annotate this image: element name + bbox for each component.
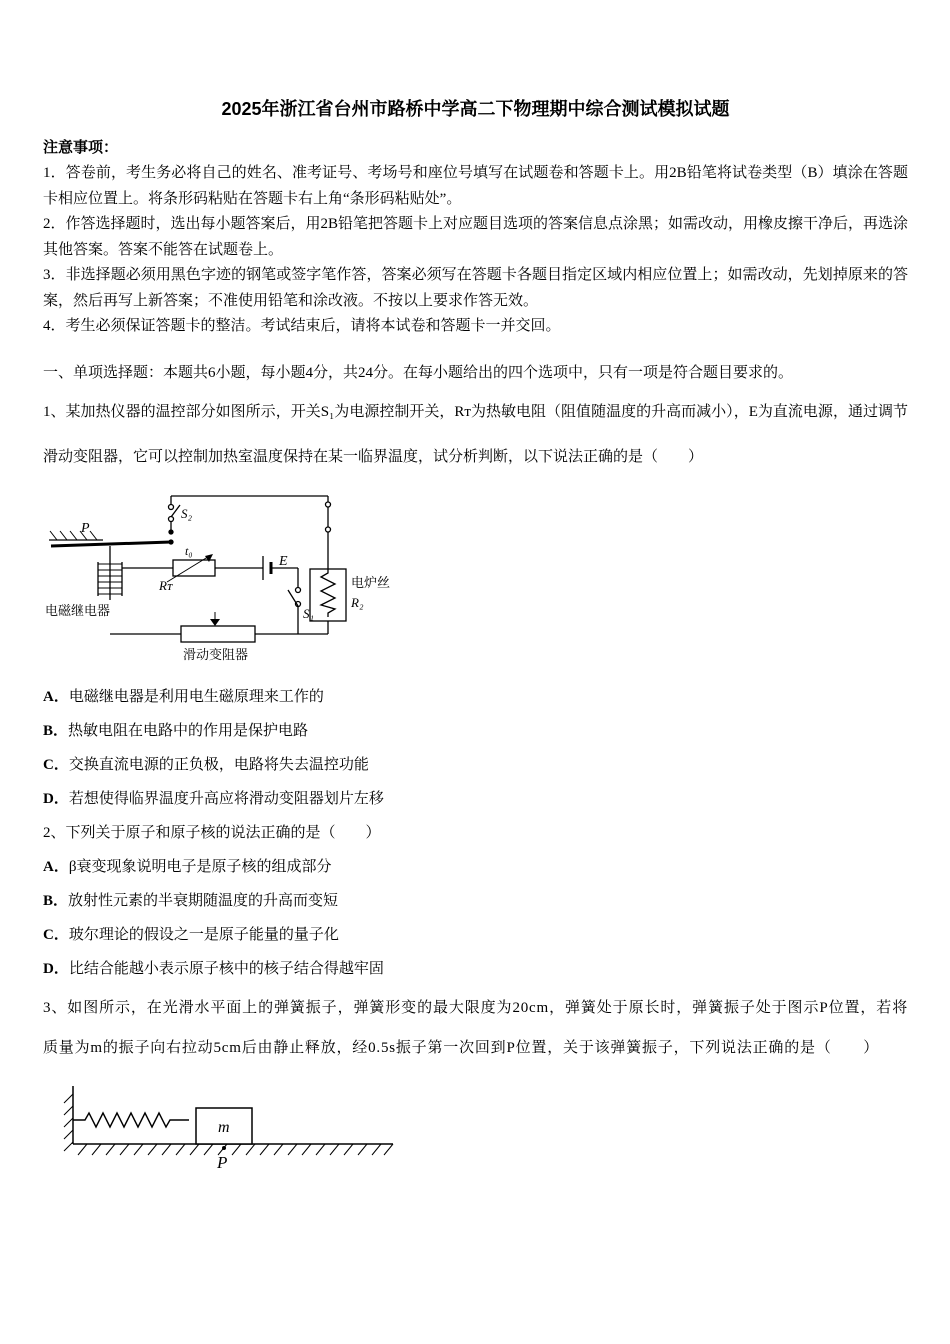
notice-header: 注意事项：	[43, 140, 119, 156]
label-s1: S₁	[303, 605, 315, 621]
label-e: E	[279, 553, 288, 569]
q2-option-c	[43, 918, 908, 952]
q1-option-a-label: A．	[43, 688, 69, 705]
notice-item-2: 2．作答选择题时，选出每小题答案后，用2B铅笔把答题卡上对应题目选项的答案信息点涂黑；如需改动，用橡皮擦干净后，再选涂其他答案。答案不能答在试题卷上。	[43, 216, 909, 258]
spring-oscillator-figure	[61, 1082, 908, 1172]
q2-option-d-label: D．	[43, 960, 69, 977]
notice-section	[43, 136, 908, 340]
ground-hatch	[78, 1144, 393, 1155]
label-p-point: P	[217, 1152, 228, 1172]
s2-terminal-upper	[169, 504, 174, 509]
q2-option-d	[43, 952, 908, 986]
relay-support-hatch	[50, 531, 97, 540]
heater-resistor-zigzag	[321, 569, 335, 617]
notice-item-4: 4．考生必须保证答题卡的整洁。考试结束后，请将本试卷和答题卡一并交回。	[43, 318, 561, 334]
spring-zigzag	[73, 1113, 189, 1127]
question-2-options	[43, 850, 908, 986]
label-t0: t₀	[185, 543, 193, 558]
s2-blade	[171, 505, 180, 517]
label-s2: S₂	[181, 505, 193, 521]
terminal-upper	[326, 502, 331, 507]
question-2-stem: 2、下列关于原子和原子核的说法正确的是（ ）	[43, 824, 381, 841]
rheostat-box	[181, 626, 255, 642]
q2-option-a	[43, 850, 908, 884]
s2-terminal-lower	[169, 516, 174, 521]
q1-option-a-text: 电磁继电器是利用电生磁原理来工作的	[68, 688, 324, 705]
label-r2: R₂	[351, 594, 364, 610]
q1-option-d-text: 若想使得临界温度升高应将滑动变阻器划片左移	[68, 790, 384, 807]
q2-option-c-label: C．	[43, 926, 69, 943]
terminal-lower	[326, 527, 331, 532]
paper-title: 2025年浙江省台州市路桥中学高二下物理期中综合测试模拟试题	[221, 99, 730, 119]
q1-option-d	[43, 782, 908, 816]
question-1-stem: 1、某加热仪器的温控部分如图所示，开关S₁为电源控制开关，Rᴛ为热敏电阻（阻值随温度的升高而减小），E为直流电源，通过调节滑动变阻器，它可以控制加热室温度保持在某一临界温度，试分析判断，以下说法正确的是（ ）	[43, 403, 908, 465]
p-marker-dot	[222, 1146, 226, 1150]
q2-option-a-label: A．	[43, 858, 69, 875]
label-rt: Rᴛ	[159, 577, 172, 593]
relay-moving-contact	[169, 540, 173, 544]
q1-option-c-text: 交换直流电源的正负极，电路将失去温控功能	[68, 756, 369, 773]
circuit-figure	[43, 484, 908, 664]
q1-option-c	[43, 748, 908, 782]
label-heater: 电炉丝	[351, 574, 391, 590]
q2-option-b	[43, 884, 908, 918]
label-rheostat: 滑动变阻器	[183, 646, 249, 662]
notice-item-3: 3．非选择题必须用黑色字迹的钢笔或签字笔作答，答案必须写在答题卡各题目指定区域内相应位置上；如需改动，先划掉原来的答案，然后再写上新答案；不准使用铅笔和涂改液。不按以上要求作答无效。	[43, 267, 908, 309]
q1-option-b-label: B．	[43, 722, 69, 739]
spring-oscillator-svg	[61, 1082, 401, 1172]
q1-option-c-label: C．	[43, 756, 69, 773]
q2-option-c-text: 玻尔理论的假设之一是原子能量的量子化	[68, 926, 339, 943]
q2-option-a-text: β衰变现象说明电子是原子核的组成部分	[68, 858, 332, 875]
question-1-options	[43, 680, 908, 816]
rheostat-slider-arrow	[210, 619, 220, 626]
q2-option-b-text: 放射性元素的半衰期随温度的升高而变短	[68, 892, 339, 909]
circuit-diagram-svg	[43, 484, 533, 664]
q1-option-d-label: D．	[43, 790, 69, 807]
q1-option-b-text: 热敏电阻在电路中的作用是保护电路	[68, 722, 309, 739]
q2-option-b-label: B．	[43, 892, 69, 909]
relay-armature-lever	[51, 542, 171, 546]
question-3-stem: 3、如图所示，在光滑水平面上的弹簧振子，弹簧形变的最大限度为20cm，弹簧处于原长时，弹簧振子处于图示P位置，若将质量为m的振子向右拉动5cm后由静止释放，经0.5s振子第一次回到P位置，关于该弹簧振子，下列说法正确的是（ ）	[43, 999, 908, 1056]
label-relay: 电磁继电器	[45, 602, 111, 618]
section-1-header: 一、单项选择题：本题共6小题，每小题4分，共24分。在每小题给出的四个选项中，只有一项是符合题目要求的。	[43, 364, 794, 381]
q2-option-d-text: 比结合能越小表示原子核中的核子结合得越牢固	[68, 960, 384, 977]
label-m: m	[218, 1118, 230, 1136]
wall-hatch	[64, 1094, 73, 1151]
q1-option-a	[43, 680, 908, 714]
s1-terminal-upper	[296, 587, 301, 592]
notice-item-1: 1．答卷前，考生务必将自己的姓名、准考证号、考场号和座位号填写在试题卷和答题卡上。用2B铅笔将试卷类型（B）填涂在答题卡相应位置上。将条形码粘贴在答题卡右上角“条形码粘贴处”。	[43, 165, 909, 207]
label-p: P	[81, 520, 90, 536]
q1-option-b	[43, 714, 908, 748]
thermistor-box	[173, 560, 215, 576]
